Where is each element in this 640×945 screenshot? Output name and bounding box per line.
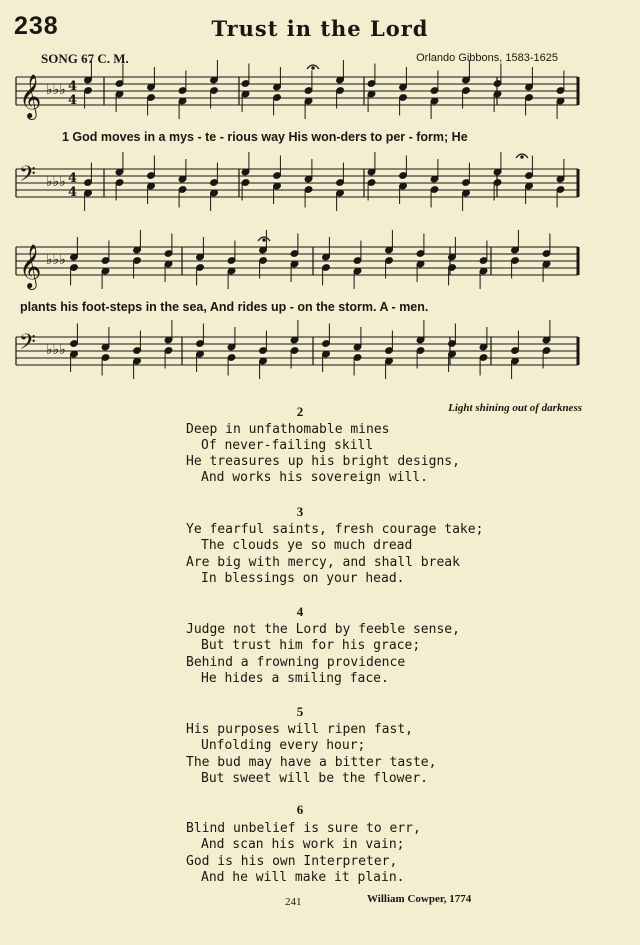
flat-icon: ♭♭♭ — [46, 82, 66, 98]
author-credit: William Cowper, 1774 — [367, 893, 472, 905]
verse-line: And scan his work in vain; — [201, 837, 405, 852]
notes — [70, 60, 565, 379]
verse-line: In blessings on your head. — [201, 571, 405, 586]
bass-clef-icon: 𝄢 — [19, 330, 36, 360]
flat-icon: ♭♭♭ — [46, 342, 66, 358]
clefs-and-signatures — [19, 74, 77, 360]
verse-line: Of never-failing skill — [201, 438, 374, 453]
time-signature: 4 — [68, 185, 78, 200]
verse-line: Are big with mercy, and shall break — [186, 555, 460, 570]
flat-icon: ♭♭♭ — [46, 252, 66, 268]
verse-line: Behind a frowning providence — [186, 655, 406, 670]
verse-number: 3 — [296, 504, 304, 519]
hymn-title: Trust in the Lord — [211, 16, 429, 41]
verse-line: The clouds ye so much dread — [201, 538, 413, 553]
verse-line: Unfolding every hour; — [201, 738, 366, 753]
time-signature: 4 — [68, 79, 78, 94]
verse-number: 5 — [296, 704, 304, 719]
song-label: SONG 67 C. M. — [41, 51, 129, 66]
verse-line: Deep in unfathomable mines — [186, 422, 390, 437]
verse-line: Judge not the Lord by feeble sense, — [186, 622, 460, 637]
verse-line: Ye fearful saints, fresh courage take; — [186, 522, 484, 537]
verse-number: 6 — [296, 802, 304, 817]
lyrics-line-1: 1 God moves in a mys - te - rious way His won-ders to per - form; He — [62, 130, 468, 144]
verse-line: He treasures up his bright designs, — [186, 454, 460, 469]
staff-lines — [16, 77, 578, 365]
verse-line: And works his sovereign will. — [201, 470, 428, 485]
time-signature: 4 — [68, 171, 78, 186]
treble-clef-icon: 𝄞 — [19, 244, 42, 288]
verse-number: 4 — [296, 604, 304, 619]
verse-line: His purposes will ripen fast, — [186, 722, 413, 737]
barlines — [16, 77, 578, 365]
time-signature: 4 — [68, 93, 78, 108]
verse-line: And he will make it plain. — [201, 870, 405, 885]
verse-line: God is his own Interpreter, — [186, 854, 398, 869]
verse-line: But sweet will be the flower. — [201, 771, 428, 786]
stanza-note: Light shining out of darkness — [448, 402, 582, 414]
hymn-number: 238 — [14, 12, 59, 40]
fermata-dot — [312, 67, 314, 69]
bass-clef-icon: 𝄢 — [19, 162, 36, 192]
treble-clef-icon: 𝄞 — [19, 74, 42, 118]
fermata-dot — [521, 156, 523, 158]
music-score — [0, 0, 640, 400]
flat-icon: ♭♭♭ — [46, 174, 66, 190]
composer-credit: Orlando Gibbons, 1583-1625 — [416, 52, 558, 64]
verse-line: He hides a smiling face. — [201, 671, 389, 686]
fermata-dot — [263, 239, 265, 241]
page-number: 241 — [285, 896, 302, 908]
lyrics-line-2: plants his foot-steps in the sea, And rides up - on the storm. A - men. — [20, 300, 429, 314]
verse-number: 2 — [296, 404, 304, 419]
verse-line: The bud may have a bitter taste, — [186, 755, 437, 770]
verse-line: But trust him for his grace; — [201, 638, 421, 653]
verse-line: Blind unbelief is sure to err, — [186, 821, 421, 836]
